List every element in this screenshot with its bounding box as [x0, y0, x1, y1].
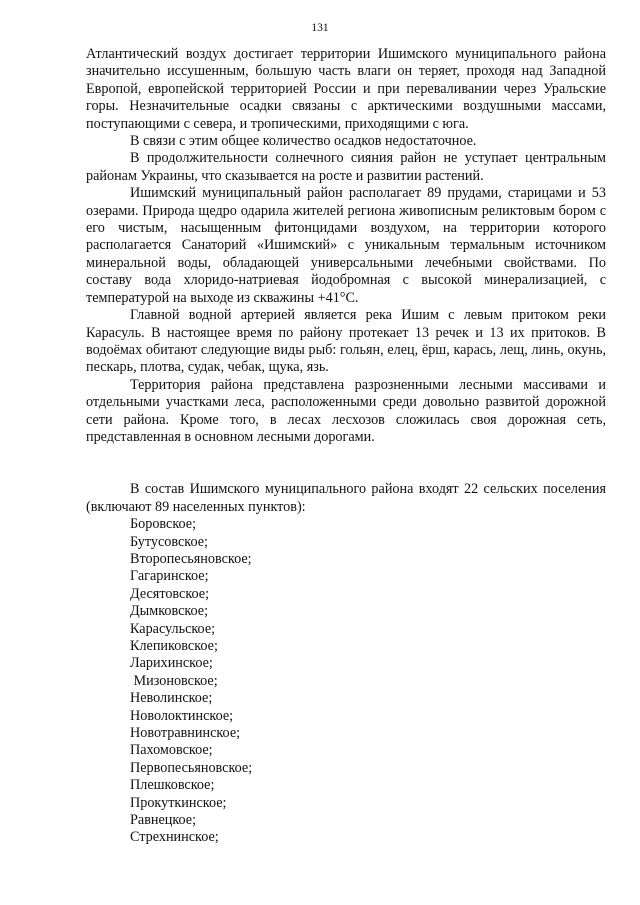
paragraph-climate-air: Атлантический воздух достигает территории Ишимского муниципального района значительно иссушенным, большую часть влаги он теряет, проходя над Западной Европой, европейской территорией России и при переваливании через Уральские горы. Незначительные осадки связаны с арктическими воздушными массами, поступающими с севера, и тропическими, приходящими с юга. — [86, 46, 606, 132]
list-item: Плешковское; — [130, 777, 215, 794]
paragraph-water-bodies: Ишимский муниципальный район располагает 89 прудами, старицами и 53 озерами. Природа щедро одарила жителей региона живописным реликтовым бором с его чистым, насыщенным фитонцидами воздухом, на территории которого располагается Санаторий «Ишимский» с уникальным термальным источником минеральной воды, обладающей универсальными лечебными свойствами. По составу вода хлоридо-натриевая йодобромная с высокой минерализацией, с температурой на выходе из скважины +41°С. — [86, 185, 606, 306]
list-item: Стрехнинское; — [130, 829, 219, 846]
list-item: Дымковское; — [130, 603, 209, 620]
list-item: Новолоктинское; — [130, 707, 234, 724]
list-item: Гагаринское; — [130, 568, 209, 585]
list-item: Клепиковское; — [130, 638, 218, 654]
list-item: Второпесьяновское; — [130, 550, 252, 567]
paragraph-forests-roads: Территория района представлена разрозненными лесными массивами и отдельными участками леса, расположенными среди довольно развитой дорожной сети района. Кроме того, в лесах лесхозов сложилась своя дорожная сеть, представленная в основном лесными дорогами. — [86, 376, 606, 445]
list-item: Новотравнинское; — [130, 725, 241, 742]
list-item: Неволинское; — [130, 690, 213, 707]
settlements-list — [86, 516, 606, 847]
list-item: Десятовское; — [130, 585, 210, 602]
document-body — [86, 46, 606, 847]
paragraph-precipitation: В связи с этим общее количество осадков недостаточное. — [130, 133, 477, 150]
list-item: Равнецкое; — [130, 812, 197, 829]
list-item: Бутусовское; — [130, 533, 208, 550]
page-number: 131 — [311, 22, 329, 34]
list-item: Первопесьяновское; — [130, 759, 253, 776]
section-gap — [86, 446, 606, 481]
list-item: Пахомовское; — [130, 742, 213, 759]
list-item: Боровское; — [130, 516, 197, 533]
list-item: Прокуткинское; — [130, 794, 227, 811]
list-item: Ларихинское; — [130, 655, 213, 672]
paragraph-rivers-fish: Главной водной артерией является река Ишим с левым притоком реки Карасуль. В настоящее время по району протекает 13 речек и 13 их притоков. В водоёмах обитают следующие виды рыб: гольян, елец, ёрш, карась, лещ, линь, окунь, пескарь, плотва, судак, чебак, щука, язь. — [86, 307, 606, 376]
list-item: Мизоновское; — [130, 672, 218, 689]
list-item: Карасульское; — [130, 620, 216, 637]
settlements-intro: В состав Ишимского муниципального района входят 22 сельских поселения (включают 89 населенных пунктов): — [86, 481, 606, 515]
paragraph-sunshine: В продолжительности солнечного сияния район не уступает центральным районам Украины, что сказывается на росте и развитии растений. — [86, 150, 606, 184]
